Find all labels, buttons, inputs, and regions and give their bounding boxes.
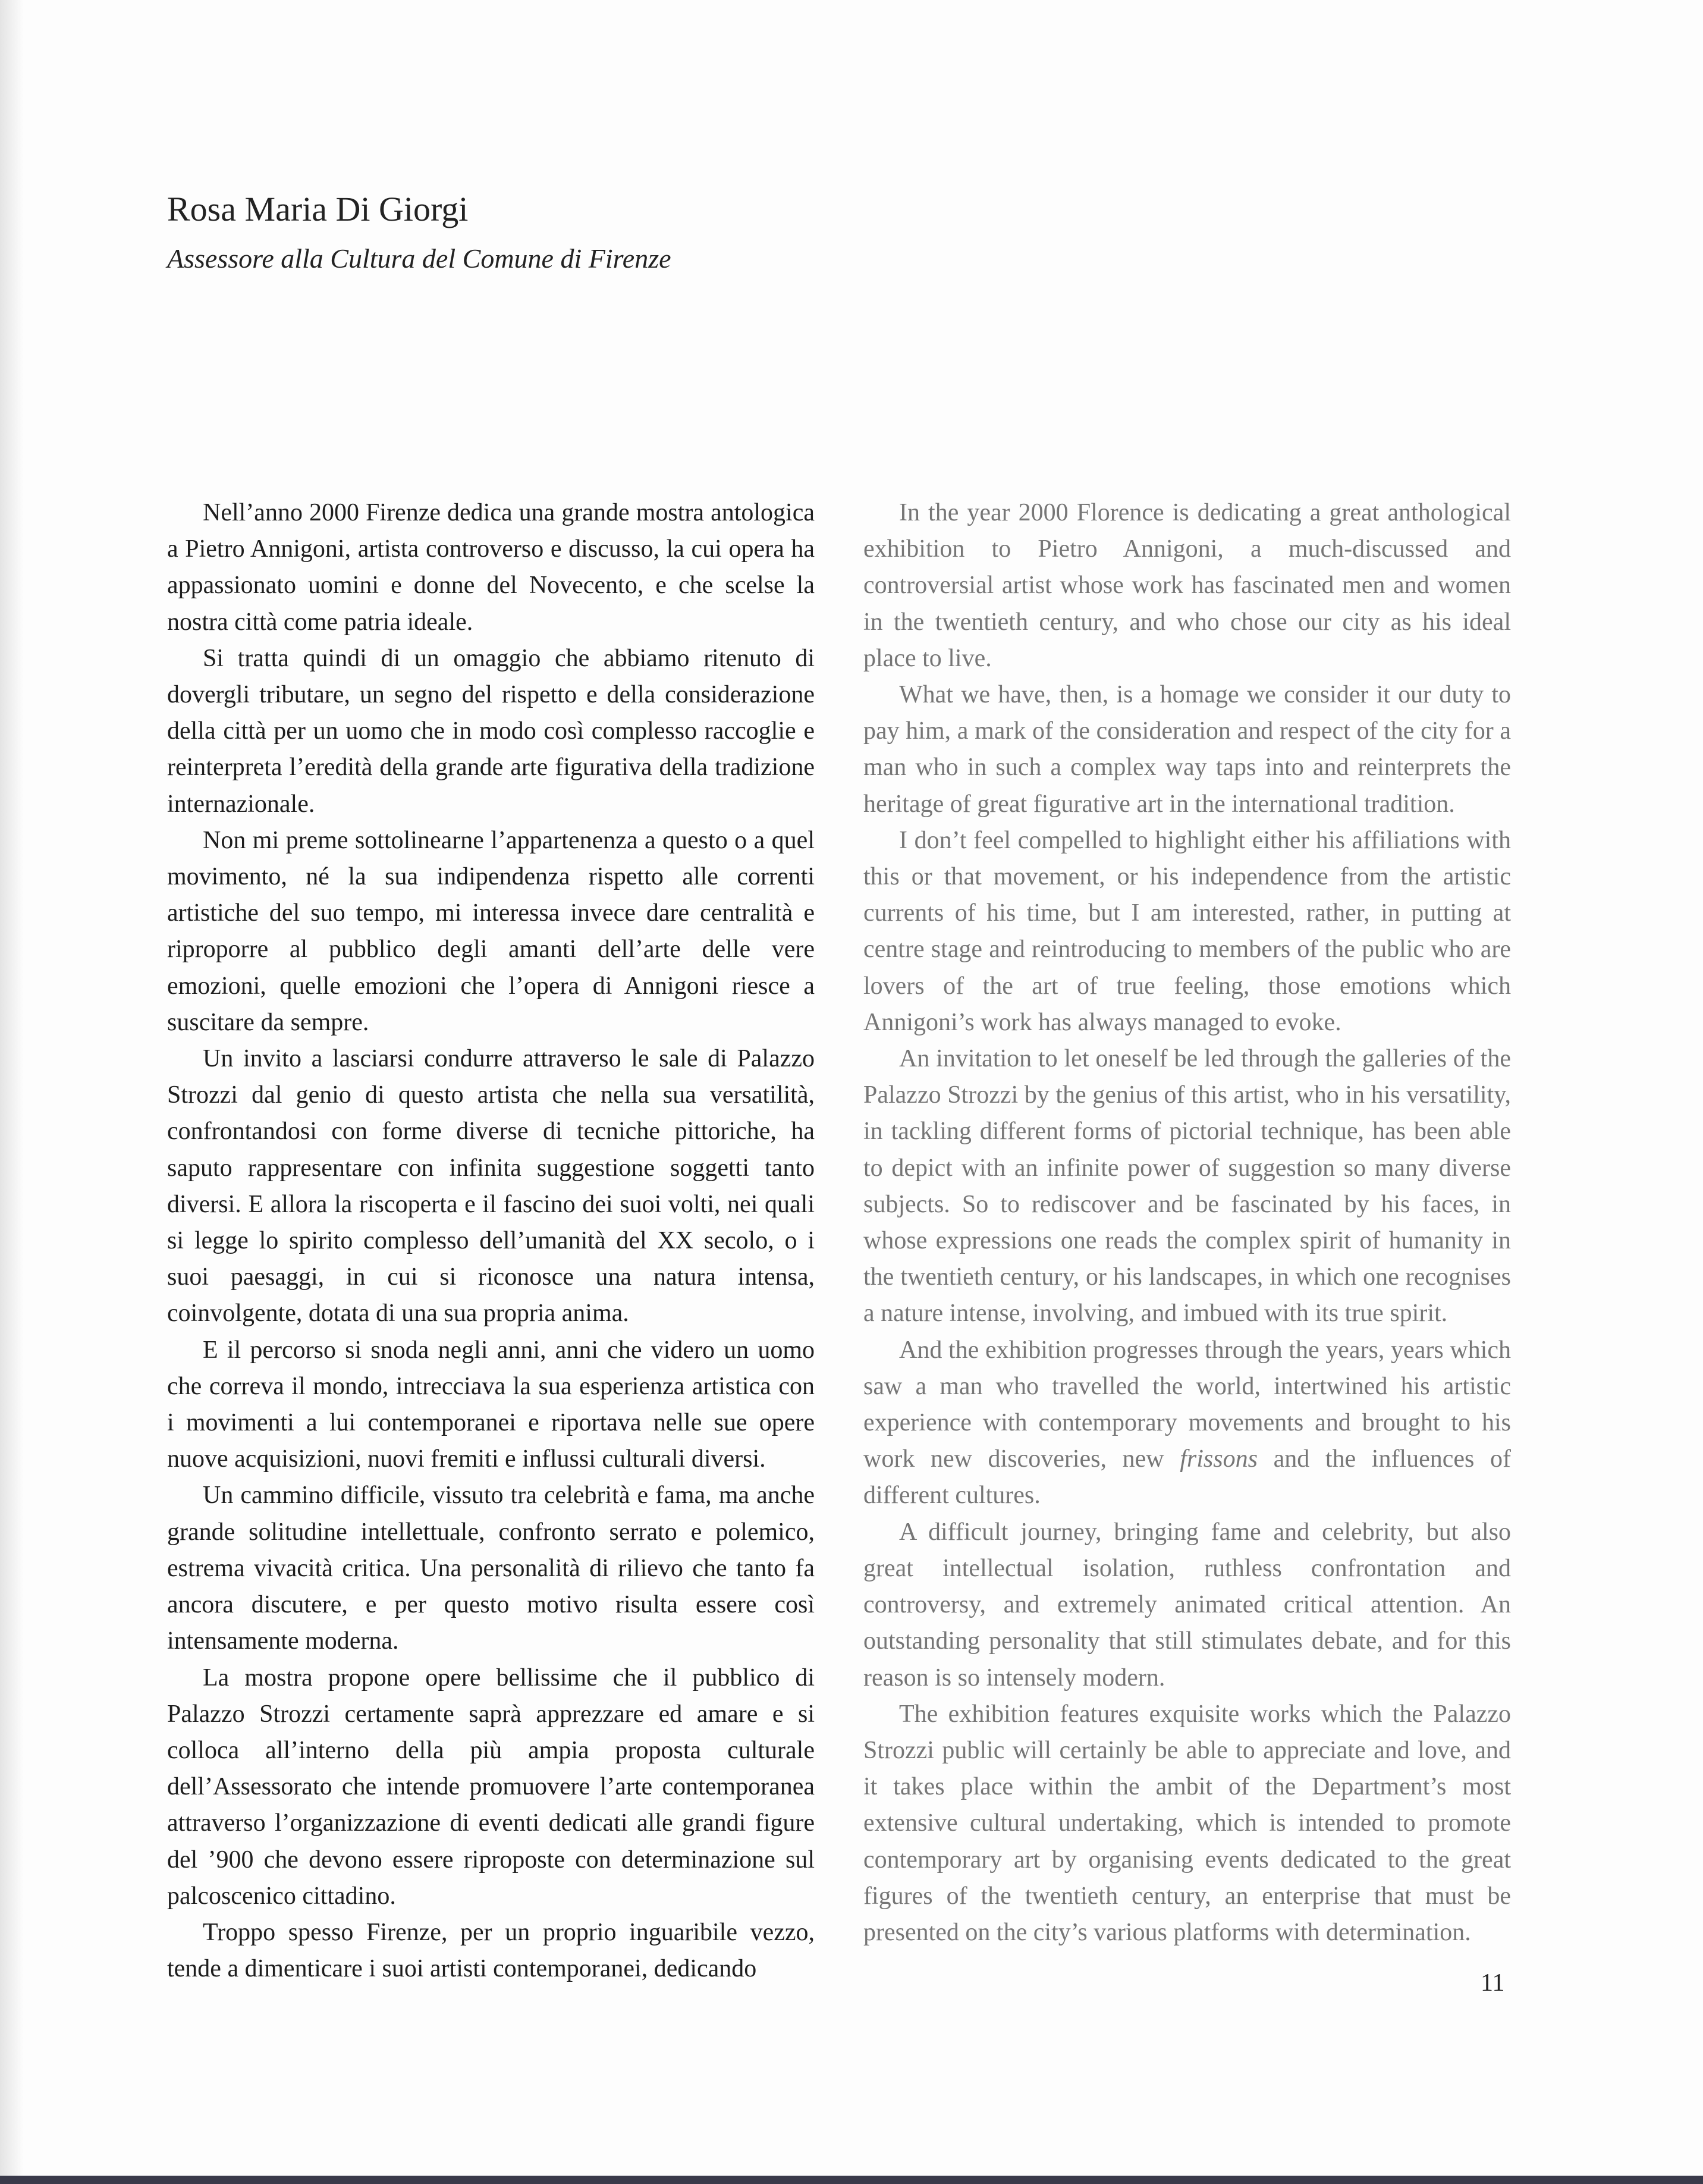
paragraph: E il percorso si snoda negli anni, anni che videro un uomo che correva il mondo, intrecciava la sua esperienza artistica con i movimenti a lui contemporanei e riportava nelle sue opere nuove acquisizioni, nuovi fremiti e influssi culturali diversi. — [167, 1336, 815, 1473]
paragraph: What we have, then, is a homage we consider it our duty to pay him, a mark of the consideration and respect of the city for a man who in such a complex way taps into and reinterprets the heritage of great figurative art in the international tradition. — [863, 681, 1511, 818]
paragraph: The exhibition features exquisite works which the Palazzo Strozzi public will certainly be able to appreciate and love, and it takes place within the ambit of the Department’s most extensive cultural undertaking, which is intended to promote contemporary art by organising events dedicated to the great figures of the twentieth century, an enterprise that must be presented on the city’s various platforms with determination. — [863, 1700, 1511, 1946]
paragraph: Non mi preme sottolinearne l’appartenenza a questo o a quel movimento, né la sua indipendenza rispetto alle correnti artistiche del suo tempo, mi interessa invece dare centralità e riproporre al pubblico degli amanti dell’arte delle vere emozioni, quelle emozioni che l’opera di Annigoni riesce a suscitare da sempre. — [167, 826, 815, 1036]
scan-bottom-edge — [0, 2176, 1703, 2184]
paragraph: I don’t feel compelled to highlight either his affiliations with this or that movement, or his independence from the artistic currents of his time, but I am interested, rather, in putting at centre stage and reintroducing to members of the public who are lovers of the art of true feeling, those emotions which Annigoni’s work has always managed to evoke. — [863, 826, 1511, 1036]
paragraph: Nell’anno 2000 Firenze dedica una grande mostra antologica a Pietro Annigoni, artista controverso e discusso, la cui opera ha appassionato uomini e donne del Novecento, e che scelse la nostra città come patria ideale. — [167, 499, 815, 636]
author-role: Assessore alla Cultura del Comune di Firenze — [167, 243, 671, 274]
paragraph — [863, 1332, 1511, 1514]
text: And the exhibition progresses through the years, years which saw a man who travelled the world, intertwined his artistic experience with contemporary movements and brought to his work new discoveries, new — [863, 1336, 1511, 1473]
english-column — [863, 495, 1511, 1951]
paragraph: A difficult journey, bringing fame and celebrity, but also great intellectual isolation, ruthless confrontation and controversy, and extremely animated critical attention. An outstanding personality that still stimulates debate, and for this reason is so intensely modern. — [863, 1518, 1511, 1692]
paragraph: Troppo spesso Firenze, per un proprio inguaribile vezzo, tende a dimenticare i suoi artisti contemporanei, dedicando — [167, 1918, 815, 1983]
paragraph: In the year 2000 Florence is dedicating a great anthological exhibition to Pietro Annigoni, a much-discussed and controversial artist whose work has fascinated men and women in the twentieth century, and who chose our city as his ideal place to live. — [863, 499, 1511, 672]
paragraph: La mostra propone opere bellissime che il pubblico di Palazzo Strozzi certamente saprà apprezzare ed amare e si colloca all’interno della più ampia proposta culturale dell’Assessorato che intende promuovere l’arte contemporanea attraverso l’organizzazione di eventi dedicati alle grandi figure del ’900 che devono essere riproposte con determinazione sul palcoscenico cittadino. — [167, 1664, 815, 1910]
author-name: Rosa Maria Di Giorgi — [167, 190, 469, 228]
italian-column — [167, 495, 815, 1987]
page-number: 11 — [1481, 1969, 1505, 1997]
text: and the influences of different cultures. — [863, 1445, 1511, 1510]
paragraph: Si tratta quindi di un omaggio che abbiamo ritenuto di dovergli tributare, un segno del rispetto e della considerazione della città per un uomo che in modo così complesso raccoglie e reinterpreta l’eredità della grande arte figurativa della tradizione internazionale. — [167, 644, 815, 818]
italic-word: frissons — [1180, 1445, 1258, 1473]
paragraph: An invitation to let oneself be led through the galleries of the Palazzo Strozzi by the genius of this artist, who in his versatility, in tackling different forms of pictorial technique, has been able to depict with an infinite power of suggestion so many diverse subjects. So to rediscover and be fascinated by his faces, in whose expressions one reads the complex spirit of humanity in the twentieth century, or his landscapes, in which one recognises a nature intense, involving, and imbued with its true spirit. — [863, 1045, 1511, 1328]
page-spine-shadow — [0, 0, 24, 2184]
paragraph: Un invito a lasciarsi condurre attraverso le sale di Palazzo Strozzi dal genio di questo artista che nella sua versatilità, confrontandosi con forme diverse di tecniche pittoriche, ha saputo rappresentare con infinita suggestione soggetti tanto diversi. E allora la riscoperta e il fascino dei suoi volti, nei quali si legge lo spirito complesso dell’umanità del XX secolo, o i suoi paesaggi, in cui si riconosce una natura intensa, coinvolgente, dotata di una sua propria anima. — [167, 1045, 815, 1328]
paragraph: Un cammino difficile, vissuto tra celebrità e fama, ma anche grande solitudine intellettuale, confronto serrato e polemico, estrema vivacità critica. Una personalità di rilievo che tanto fa ancora discutere, e per questo motivo risulta essere così intensamente moderna. — [167, 1482, 815, 1655]
